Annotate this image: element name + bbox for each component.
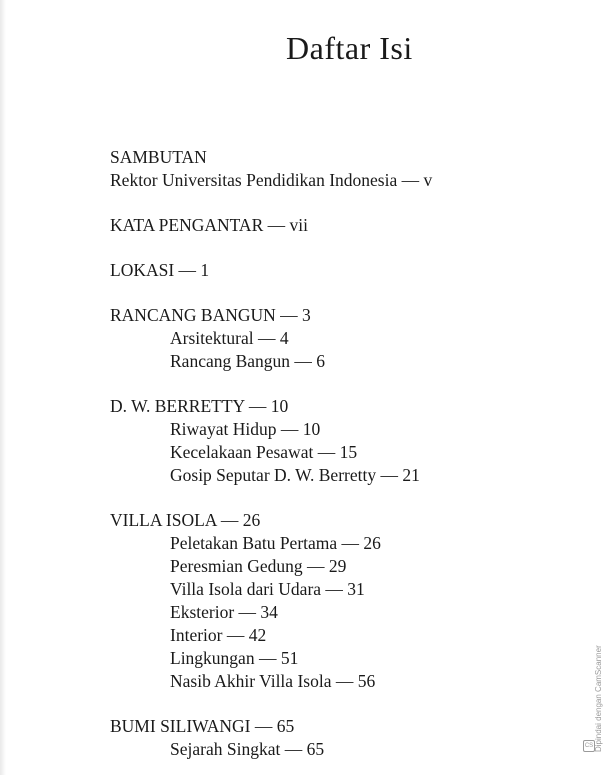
toc-section-sambutan [110,146,550,192]
toc-subentry: Lingkungan — 51 [170,648,299,668]
table-of-contents [110,146,550,783]
page-edge [0,0,6,775]
toc-section-kata-pengantar [110,214,550,237]
camscanner-logo-icon: CS [583,740,595,752]
scanner-watermark [582,632,603,752]
toc-section-bumi-siliwangi [110,715,550,761]
toc-section-villa-isola [110,509,550,693]
toc-heading: KATA PENGANTAR — vii [110,215,308,235]
toc-subentry: Interior — 42 [170,625,267,645]
toc-heading: SAMBUTAN [110,147,207,167]
toc-subentry: Riwayat Hidup — 10 [170,419,321,439]
toc-subentry: Nasib Akhir Villa Isola — 56 [170,671,376,691]
toc-heading: BUMI SILIWANGI — 65 [110,716,295,736]
toc-heading: VILLA ISOLA — 26 [110,510,261,530]
toc-heading: LOKASI — 1 [110,260,210,280]
toc-section-lokasi [110,259,550,282]
toc-subentry: Arsitektural — 4 [170,328,289,348]
page-title: Daftar Isi [286,30,413,66]
toc-subentry: Kecelakaan Pesawat — 15 [170,442,358,462]
toc-subentry: Villa Isola dari Udara — 31 [170,579,365,599]
toc-subentry: Eksterior — 34 [170,602,278,622]
toc-subentry: Rancang Bangun — 6 [170,351,326,371]
toc-subentry: Gosip Seputar D. W. Berretty — 21 [170,465,420,485]
toc-section-berretty [110,395,550,487]
toc-entry: Rektor Universitas Pendidikan Indonesia — v [110,170,433,190]
toc-heading: D. W. BERRETTY — 10 [110,396,289,416]
toc-subentry: Sejarah Singkat — 65 [170,739,325,759]
toc-subentry: Peletakan Batu Pertama — 26 [170,533,381,553]
toc-section-rancang-bangun [110,304,550,373]
toc-heading: RANCANG BANGUN — 3 [110,305,311,325]
toc-subentry: Peresmian Gedung — 29 [170,556,347,576]
watermark-text: Dipindai dengan CamScanner [594,645,603,752]
